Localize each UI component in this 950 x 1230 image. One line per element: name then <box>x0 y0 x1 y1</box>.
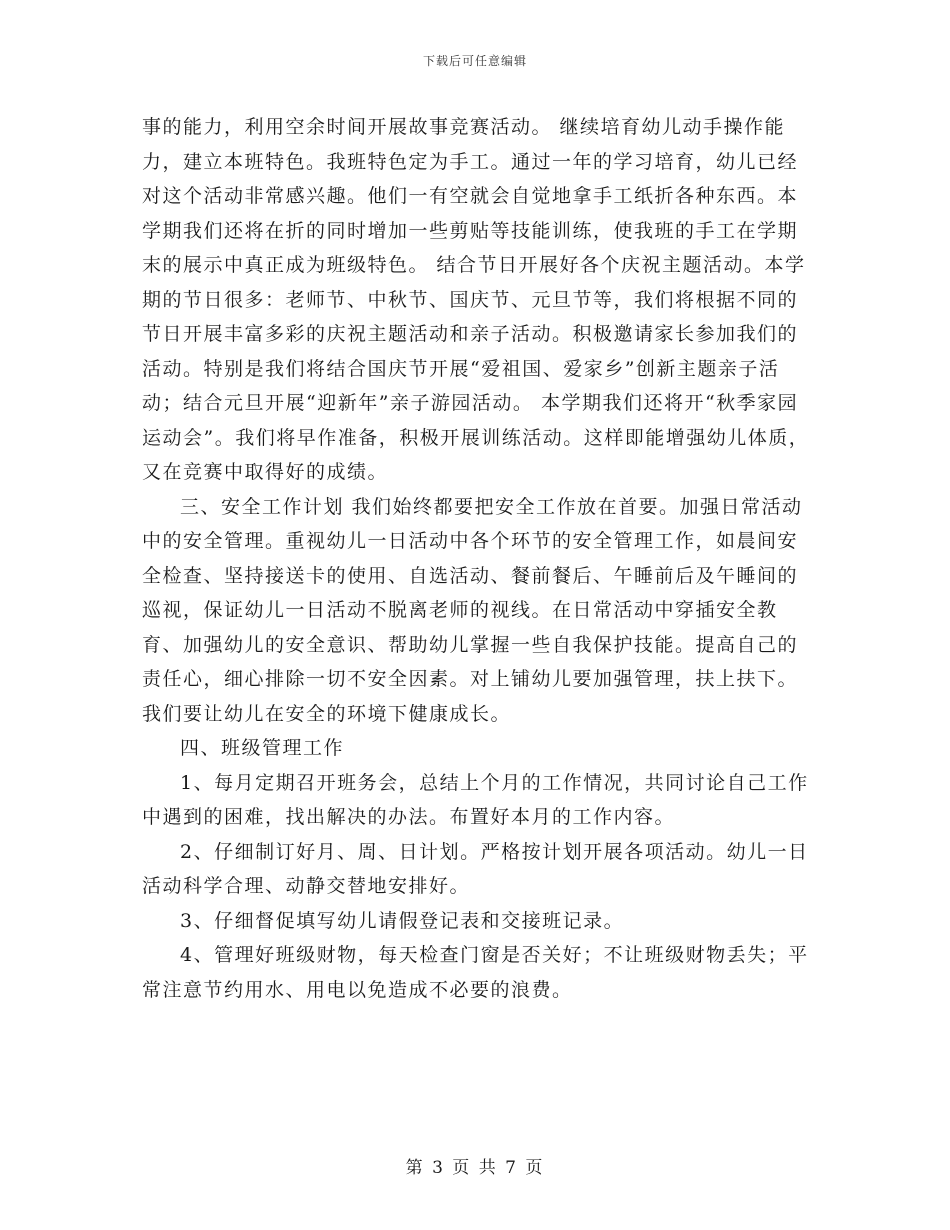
paragraph-item-3: 3、仔细督促填写幼儿请假登记表和交接班记录。 <box>180 909 625 932</box>
paragraph-safety-plan: 三、安全工作计划 我们始终都要把安全工作放在首要。加强日常活动中的安全管理。重视幼儿一日活动中各个环节的安全管理工作，如晨间安全检查、坚持接送卡的使用、自选活动、餐前餐后、午睡前后及午睡间的巡视，保证幼儿一日活动不脱离老师的视线。在日常活动中穿插安全教育、加强幼儿的安全意识、帮助幼儿掌握一些自我保护技能。提高自己的责任心，细心排除一切不安全因素。对上铺幼儿要加强管理，扶上扶下。我们要让幼儿在安全的环境下健康成长。 <box>142 495 803 725</box>
paragraph-activities: 事的能力，利用空余时间开展故事竞赛活动。 继续培育幼儿动手操作能力，建立本班特色。我班特色定为手工。通过一年的学习培育，幼儿已经对这个活动非常感兴趣。他们一有空就会自觉地拿手工纸折各种东西。本学期我们还将在折的同时增加一些剪贴等技能训练，使我班的手工在学期末的展示中真正成为班级特色。 结合节日开展好各个庆祝主题活动。本学期的节日很多：老师节、中秋节、国庆节、元旦节等，我们将根据不同的节日开展丰富多彩的庆祝主题活动和亲子活动。积极邀请家长参加我们的活动。特别是我们将结合国庆节开展“爱祖国、爱家乡”创新主题亲子活动；结合元旦开展“迎新年”亲子游园活动。 本学期我们还将开“秋季家园运动会”。我们将早作准备，积极开展训练活动。这样即能增强幼儿体质，又在竞赛中取得好的成绩。 <box>142 116 810 483</box>
paragraph-item-1: 1、每月定期召开班务会，总结上个月的工作情况，共同讨论自己工作中遇到的困难，找出解决的办法。布置好本月的工作内容。 <box>142 771 809 828</box>
paragraph-item-4: 4、管理好班级财物，每天检查门窗是否关好；不让班级财物丢失；平常注意节约用水、用电以免造成不必要的浪费。 <box>142 944 809 1001</box>
page-number-footer: 第 3 页 共 7 页 <box>405 1158 545 1178</box>
section-heading-class-management: 四、班级管理工作 <box>180 737 345 759</box>
document-body <box>142 110 812 1007</box>
paragraph-item-2: 2、仔细制订好月、周、日计划。严格按计划开展各项活动。幼儿一日活动科学合理、动静交替地安排好。 <box>142 840 809 897</box>
page-header: 下载后可任意编辑 <box>422 54 527 68</box>
